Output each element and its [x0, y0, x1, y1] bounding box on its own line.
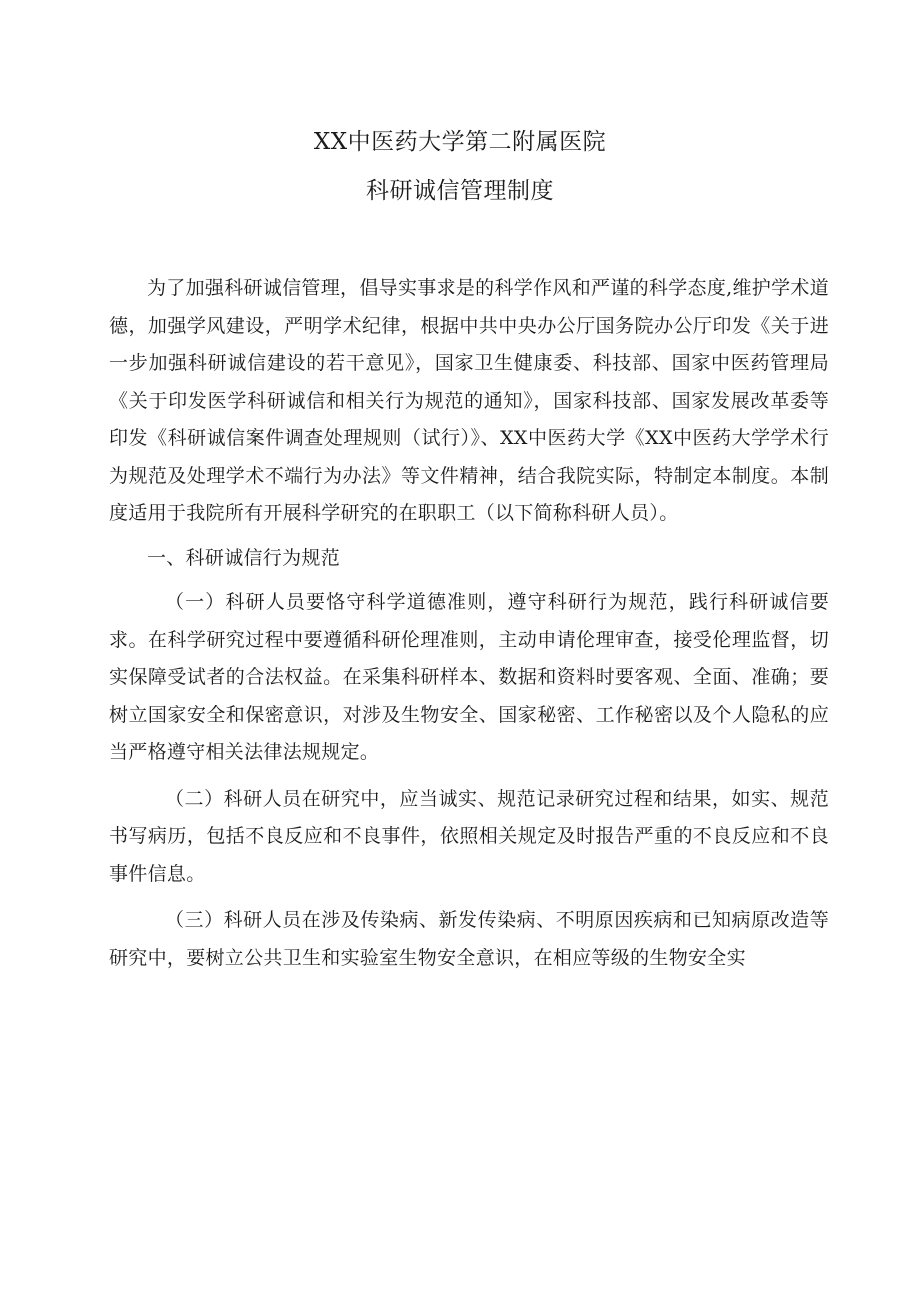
clause-paragraph-2: （二）科研人员在研究中，应当诚实、规范记录研究过程和结果，如实、规范书写病历，包括不良反应和不良事件，依照相关规定及时报告严重的不良反应和不良事件信息。: [109, 787, 829, 885]
clause-paragraph-1: （一）科研人员要恪守科学道德准则，遵守科研行为规范，践行科研诚信要求。在科学研究过程中要遵循科研伦理准则，主动申请伦理审查，接受伦理监督，切实保障受试者的合法权益。在采集科研样本、数据和资料时要客观、全面、准确；要树立国家安全和保密意识，对涉及生物安全、国家秘密、工作秘密以及个人隐私的应当严格遵守相关法律法规规定。: [109, 591, 829, 763]
clause-paragraph-3: （三）科研人员在涉及传染病、新发传染病、不明原因疾病和已知病原改造等研究中，要树立公共卫生和实验室生物安全意识，在相应等级的生物安全实: [109, 909, 829, 969]
section-heading: 一、科研诚信行为规范: [147, 546, 341, 569]
intro-paragraph: 为了加强科研诚信管理，倡导实事求是的科学作风和严谨的科学态度,维护学术道德，加强学风建设，严明学术纪律，根据中共中央办公厅国务院办公厅印发《关于进一步加强科研诚信建设的若干意见》，国家卫生健康委、科技部、国家中医药管理局《关于印发医学科研诚信和相关行为规范的通知》，国家科技部、国家发展改革委等印发《科研诚信案件调查处理规则（试行）》、XX中医药大学《XX中医药大学学术行为规范及处理学术不端行为办法》等文件精神，结合我院实际，特制定本制度。本制度适用于我院所有开展科学研究的在职职工（以下简称科研人员）。: [109, 277, 829, 524]
document-title-line1: XX中医药大学第二附属医院: [313, 129, 607, 155]
document-title-line2: 科研诚信管理制度: [366, 178, 554, 204]
document-body: [109, 270, 829, 977]
